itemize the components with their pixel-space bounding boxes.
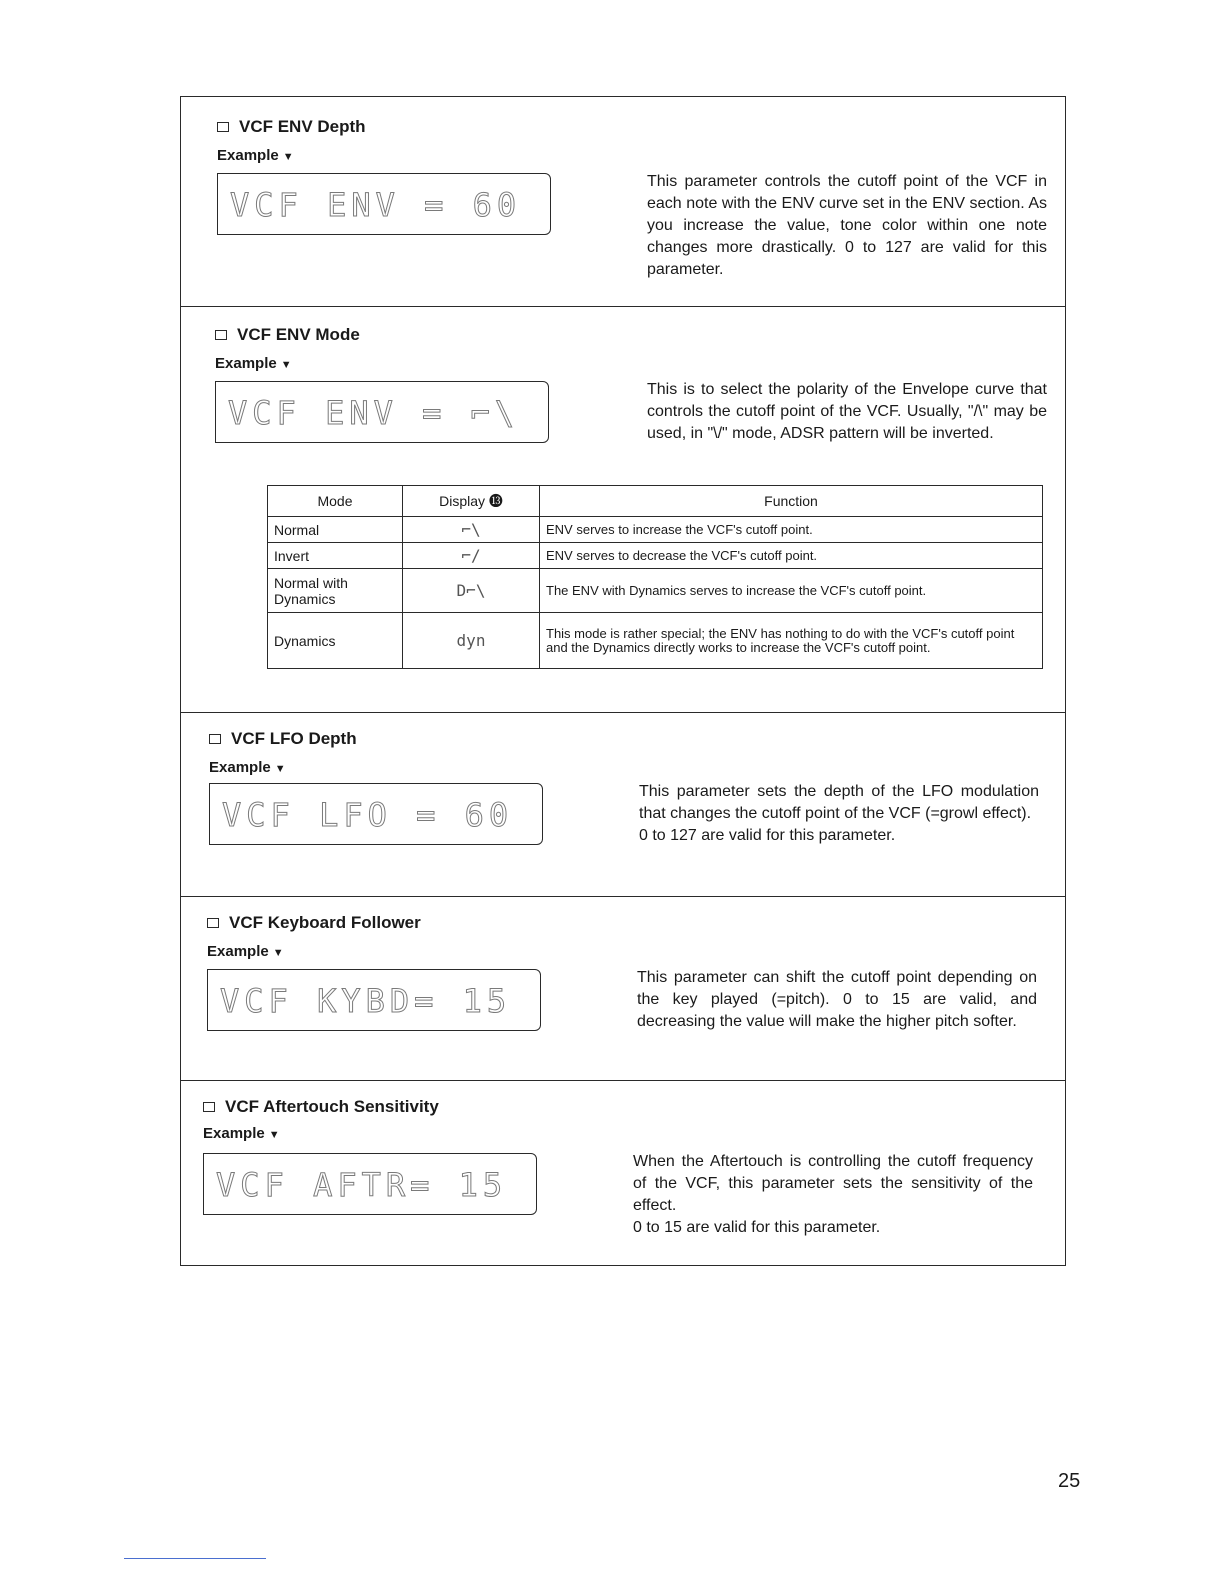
section-description: When the Aftertouch is controlling the cutoff frequency of the VCF, this parameter sets the sensitivity of the effect. 0 to 15 are valid for this parameter. — [633, 1153, 1033, 1236]
section-description: This is to select the polarity of the Envelope curve that controls the cutoff point of the VCF. Usually, "/\" may be used, in "\/" mode, ADSR pattern will be inverted. — [647, 381, 1047, 442]
header-function: Function — [540, 486, 1043, 517]
table-header-row — [268, 486, 1043, 517]
checkbox-square-icon — [203, 1102, 215, 1112]
down-triangle-icon: ▼ — [268, 1129, 280, 1141]
example-label: Example ▼ — [207, 943, 284, 960]
lcd-text: VCF ENV = 60 — [230, 186, 522, 224]
lcd-display — [209, 783, 543, 845]
example-label: Example ▼ — [215, 355, 292, 372]
section-vcf-env-depth — [181, 97, 1065, 307]
lcd-display — [217, 173, 551, 235]
cell-function: ENV serves to decrease the VCF's cutoff point. — [540, 543, 1043, 569]
cell-function: This mode is rather special; the ENV has nothing to do with the VCF's cutoff point and the Dynamics directly works to increase the VCF's cutoff point. — [540, 613, 1043, 669]
footer-rule — [124, 1558, 266, 1559]
checkbox-square-icon — [207, 918, 219, 928]
lcd-text: VCF LFO = 60 — [222, 796, 514, 834]
section-vcf-keyboard-follower — [181, 897, 1065, 1081]
lcd-display — [215, 381, 549, 443]
mode-table — [267, 485, 1043, 669]
section-title: VCF ENV Mode — [215, 325, 360, 345]
section-vcf-lfo-depth — [181, 713, 1065, 897]
checkbox-square-icon — [209, 734, 221, 744]
checkbox-square-icon — [217, 122, 229, 132]
cell-display: ⌐/ — [403, 543, 540, 569]
section-vcf-aftertouch-sensitivity — [181, 1081, 1065, 1267]
section-description: This parameter controls the cutoff point of the VCF in each note with the ENV curve set in the ENV section. As you increase the value, tone color within one note changes more drastically. 0 to 127 are valid for this parameter. — [647, 173, 1047, 278]
down-triangle-icon: ▼ — [274, 763, 286, 775]
cell-mode: Invert — [268, 543, 403, 569]
cell-display: D⌐\ — [403, 569, 540, 613]
cell-display: dyn — [403, 613, 540, 669]
lcd-text: VCF KYBD= 15 — [220, 982, 512, 1020]
lcd-text: VCF AFTR= 15 — [216, 1166, 508, 1204]
section-title: VCF ENV Depth — [217, 117, 366, 137]
table-row — [268, 543, 1043, 569]
down-triangle-icon: ▼ — [272, 947, 284, 959]
section-description: This parameter sets the depth of the LFO modulation that changes the cutoff point of the VCF (=growl effect). 0 to 127 are valid for this parameter. — [639, 783, 1039, 844]
section-title: VCF Keyboard Follower — [207, 913, 421, 933]
lcd-display — [203, 1153, 537, 1215]
table-row — [268, 613, 1043, 669]
cell-function: The ENV with Dynamics serves to increase the VCF's cutoff point. — [540, 569, 1043, 613]
section-vcf-env-mode — [181, 307, 1065, 713]
lcd-display — [207, 969, 541, 1031]
example-label: Example ▼ — [203, 1125, 280, 1142]
cell-mode: Dynamics — [268, 613, 403, 669]
section-description: This parameter can shift the cutoff point depending on the key played (=pitch). 0 to 15 are valid, and decreasing the value will make the higher pitch softer. — [637, 969, 1037, 1030]
header-mode: Mode — [268, 486, 403, 517]
cell-display: ⌐\ — [403, 517, 540, 543]
example-label: Example ▼ — [209, 759, 286, 776]
content-frame — [180, 96, 1066, 1266]
down-triangle-icon: ▼ — [280, 359, 292, 371]
header-display: Display ⓭ — [403, 486, 540, 517]
cell-function: ENV serves to increase the VCF's cutoff point. — [540, 517, 1043, 543]
example-label: Example ▼ — [217, 147, 294, 164]
down-triangle-icon: ▼ — [282, 151, 294, 163]
cell-mode: Normal with Dynamics — [268, 569, 403, 613]
lcd-text: VCF ENV = ⌐\ — [228, 394, 520, 432]
table-row — [268, 569, 1043, 613]
section-title: VCF Aftertouch Sensitivity — [203, 1097, 439, 1117]
page-number: 25 — [1058, 1470, 1081, 1492]
checkbox-square-icon — [215, 330, 227, 340]
table-row — [268, 517, 1043, 543]
section-title: VCF LFO Depth — [209, 729, 357, 749]
cell-mode: Normal — [268, 517, 403, 543]
